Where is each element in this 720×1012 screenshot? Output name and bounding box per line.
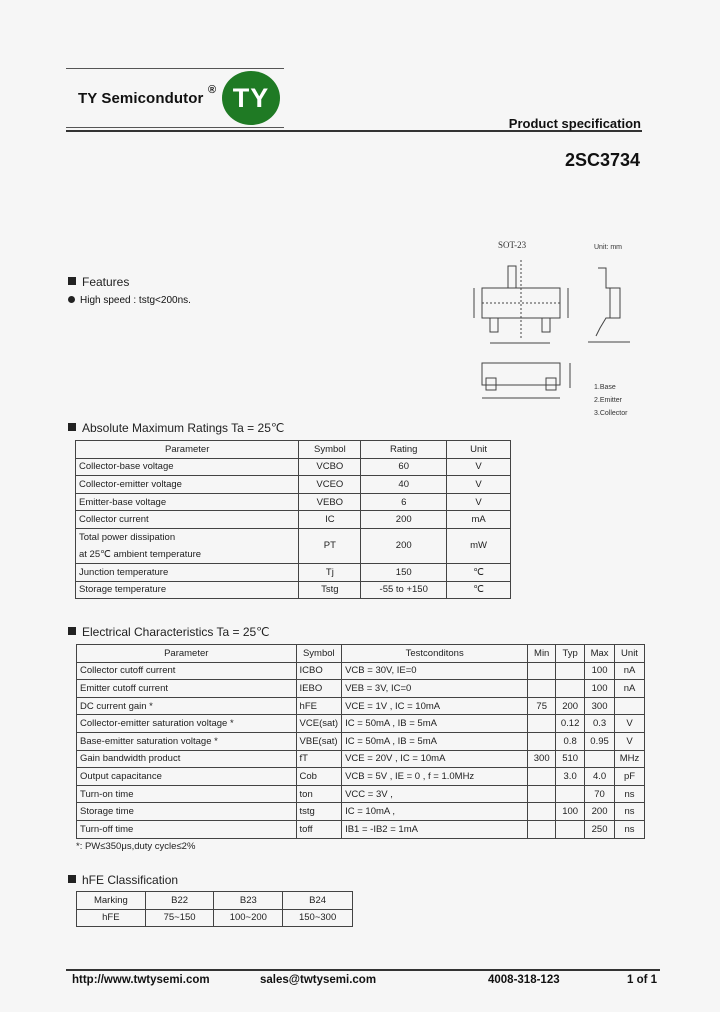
table-cell: VCC = 3V , [342,785,528,803]
elec-table [76,644,645,839]
table-cell: B23 [214,892,283,910]
table-cell: ns [615,785,645,803]
table-cell: Emitter cutoff current [77,680,297,698]
hfe-table [76,891,353,927]
table-cell: 100 [556,803,585,821]
table-cell: V [615,715,645,733]
table-cell: Turn-off time [77,820,297,838]
table-cell: 60 [361,458,447,476]
hfe-title [68,873,178,887]
table-row [76,581,511,599]
table-cell: Turn-on time [77,785,297,803]
pin-label-1: 1.Base [594,384,616,391]
table-cell: nA [615,662,645,680]
table-cell [556,785,585,803]
footer-phone: 4008-318-123 [488,974,560,986]
table-cell: Tj [299,563,361,581]
table-cell [76,528,299,563]
table-row [77,662,645,680]
hfe-title-text: hFE Classification [82,873,179,887]
table-row [76,511,511,529]
table-row [77,715,645,733]
elec-title-text: Electrical Characteristics Ta = 25℃ [82,625,270,639]
table-cell: VEBO [299,493,361,511]
table-cell: 0.3 [585,715,615,733]
table-row [77,732,645,750]
package-unit: Unit: mm [594,244,622,251]
table-cell: Collector cutoff current [77,662,297,680]
table-header-row [76,441,511,459]
table-row [77,697,645,715]
table-cell: 150 [361,563,447,581]
table-cell: 100 [585,680,615,698]
table-cell: 510 [556,750,585,768]
package-outline-icon [460,238,640,418]
table-cell: V [447,476,511,494]
table-cell: 75~150 [145,909,214,927]
table-cell [556,680,585,698]
table-cell: Collector current [76,511,299,529]
table-cell: VCE = 20V , IC = 10mA [342,750,528,768]
footnote: *: PW≤350μs,duty cycle≤2% [76,841,196,852]
table-cell: VCB = 30V, IE=0 [342,662,528,680]
table-row [77,768,645,786]
table-cell: 75 [528,697,556,715]
table-cell: fT [296,750,342,768]
footer-url[interactable]: http://www.twtysemi.com [72,974,210,986]
table-cell: VCE = 1V , IC = 10mA [342,697,528,715]
features-title-text: Features [82,275,130,289]
header-top-rule [66,68,284,69]
table-cell: B24 [283,892,353,910]
table-cell: nA [615,680,645,698]
feature-item-text: High speed : tstg<200ns. [80,295,191,306]
table-row [76,458,511,476]
table-cell: V [447,493,511,511]
table-cell: PT [299,528,361,563]
table-cell: -55 to +150 [361,581,447,599]
elec-title [68,625,270,639]
table-cell: IC = 50mA , IB = 5mA [342,732,528,750]
table-cell [528,785,556,803]
table-cell: VCE(sat) [296,715,342,733]
abs-max-title [68,421,284,435]
table-cell: 150~300 [283,909,353,927]
table-cell: Base-emitter saturation voltage * [77,732,297,750]
table-cell [528,662,556,680]
table-cell: Emitter-base voltage [76,493,299,511]
table-row [77,785,645,803]
table-row [77,892,353,910]
table-header-cell: Unit [447,441,511,459]
registered-mark: ® [208,84,217,96]
table-cell: Gain bandwidth product [77,750,297,768]
table-cell: 100 [585,662,615,680]
table-row [76,563,511,581]
table-cell: VBE(sat) [296,732,342,750]
table-cell: ns [615,820,645,838]
table-cell: Marking [77,892,146,910]
power-param-line1: Total power dissipation [79,531,176,543]
table-header-cell: Symbol [299,441,361,459]
table-cell: 0.8 [556,732,585,750]
table-row [76,528,511,563]
table-cell: hFE [296,697,342,715]
square-bullet-icon [68,423,76,431]
table-cell [585,750,615,768]
power-param-line2: at 25℃ ambient temperature [79,548,202,560]
table-cell [528,803,556,821]
table-cell: 250 [585,820,615,838]
table-cell: mW [447,528,511,563]
table-cell: Collector-emitter saturation voltage * [77,715,297,733]
table-cell: IB1 = -IB2 = 1mA [342,820,528,838]
table-cell: 0.95 [585,732,615,750]
table-cell: 0.12 [556,715,585,733]
table-row [77,803,645,821]
table-row [76,476,511,494]
table-cell: IC = 10mA , [342,803,528,821]
company-name: TY Semicondutor [78,90,204,107]
table-cell: 200 [585,803,615,821]
feature-item [68,295,191,306]
table-cell: IC = 50mA , IB = 5mA [342,715,528,733]
table-cell: ton [296,785,342,803]
table-cell: 4.0 [585,768,615,786]
table-cell: MHz [615,750,645,768]
table-cell: VCEO [299,476,361,494]
table-cell: ICBO [296,662,342,680]
table-row [77,750,645,768]
doc-type: Product specification [508,116,641,131]
table-cell: Storage temperature [76,581,299,599]
package-drawing [460,238,640,418]
table-cell [528,715,556,733]
table-cell: 200 [361,528,447,563]
table-cell: hFE [77,909,146,927]
pin-label-2: 2.Emitter [594,397,623,404]
table-cell [528,768,556,786]
table-header-cell: Symbol [296,645,342,663]
table-header-cell: Typ [556,645,585,663]
table-row [77,820,645,838]
table-cell: V [447,458,511,476]
table-cell: Tstg [299,581,361,599]
table-cell: 300 [585,697,615,715]
part-number: 2SC3734 [564,150,640,170]
footer-rule [66,969,660,971]
dot-bullet-icon [68,296,75,303]
table-cell: IEBO [296,680,342,698]
table-header-cell: Parameter [77,645,297,663]
table-cell [528,732,556,750]
elec-table-body [77,662,645,838]
table-cell: Collector-base voltage [76,458,299,476]
table-header-cell: Max [585,645,615,663]
header-bottom-rule [66,127,284,128]
table-cell: VEB = 3V, IC=0 [342,680,528,698]
table-cell: VCB = 5V , IE = 0 , f = 1.0MHz [342,768,528,786]
table-header-cell: Unit [615,645,645,663]
table-cell: 200 [361,511,447,529]
table-cell: mA [447,511,511,529]
table-cell: 300 [528,750,556,768]
company-logo: TY [222,71,280,125]
square-bullet-icon [68,875,76,883]
table-cell: toff [296,820,342,838]
table-header-row [77,645,645,663]
table-cell: 100~200 [214,909,283,927]
table-cell: Storage time [77,803,297,821]
footer-page: 1 of 1 [627,974,658,986]
table-cell: Junction temperature [76,563,299,581]
abs-max-table [75,440,511,599]
table-header-cell: Parameter [76,441,299,459]
table-cell: B22 [145,892,214,910]
footer-email[interactable]: sales@twtysemi.com [260,974,377,986]
table-cell: 40 [361,476,447,494]
table-row [77,909,353,927]
table-cell: 3.0 [556,768,585,786]
table-cell [528,680,556,698]
table-cell [528,820,556,838]
table-header-cell: Min [528,645,556,663]
pin-label-3: 3.Collector [594,410,628,417]
table-cell: tstg [296,803,342,821]
package-name: SOT-23 [498,240,527,250]
table-cell: pF [615,768,645,786]
table-row [76,493,511,511]
table-cell: 70 [585,785,615,803]
table-cell: DC current gain * [77,697,297,715]
table-cell [556,820,585,838]
table-cell: 6 [361,493,447,511]
table-header-cell: Rating [361,441,447,459]
features-title [68,275,129,289]
table-cell: IC [299,511,361,529]
table-cell: ℃ [447,581,511,599]
table-cell [615,697,645,715]
table-cell: 200 [556,697,585,715]
table-header-cell: Testconditons [342,645,528,663]
square-bullet-icon [68,277,76,285]
abs-max-title-text: Absolute Maximum Ratings Ta = 25℃ [82,421,285,435]
table-cell: Output capacitance [77,768,297,786]
table-cell: V [615,732,645,750]
square-bullet-icon [68,627,76,635]
table-cell: ns [615,803,645,821]
table-cell: ℃ [447,563,511,581]
table-cell [556,662,585,680]
table-cell: Collector-emitter voltage [76,476,299,494]
table-cell: VCBO [299,458,361,476]
table-cell: Cob [296,768,342,786]
table-row [77,680,645,698]
